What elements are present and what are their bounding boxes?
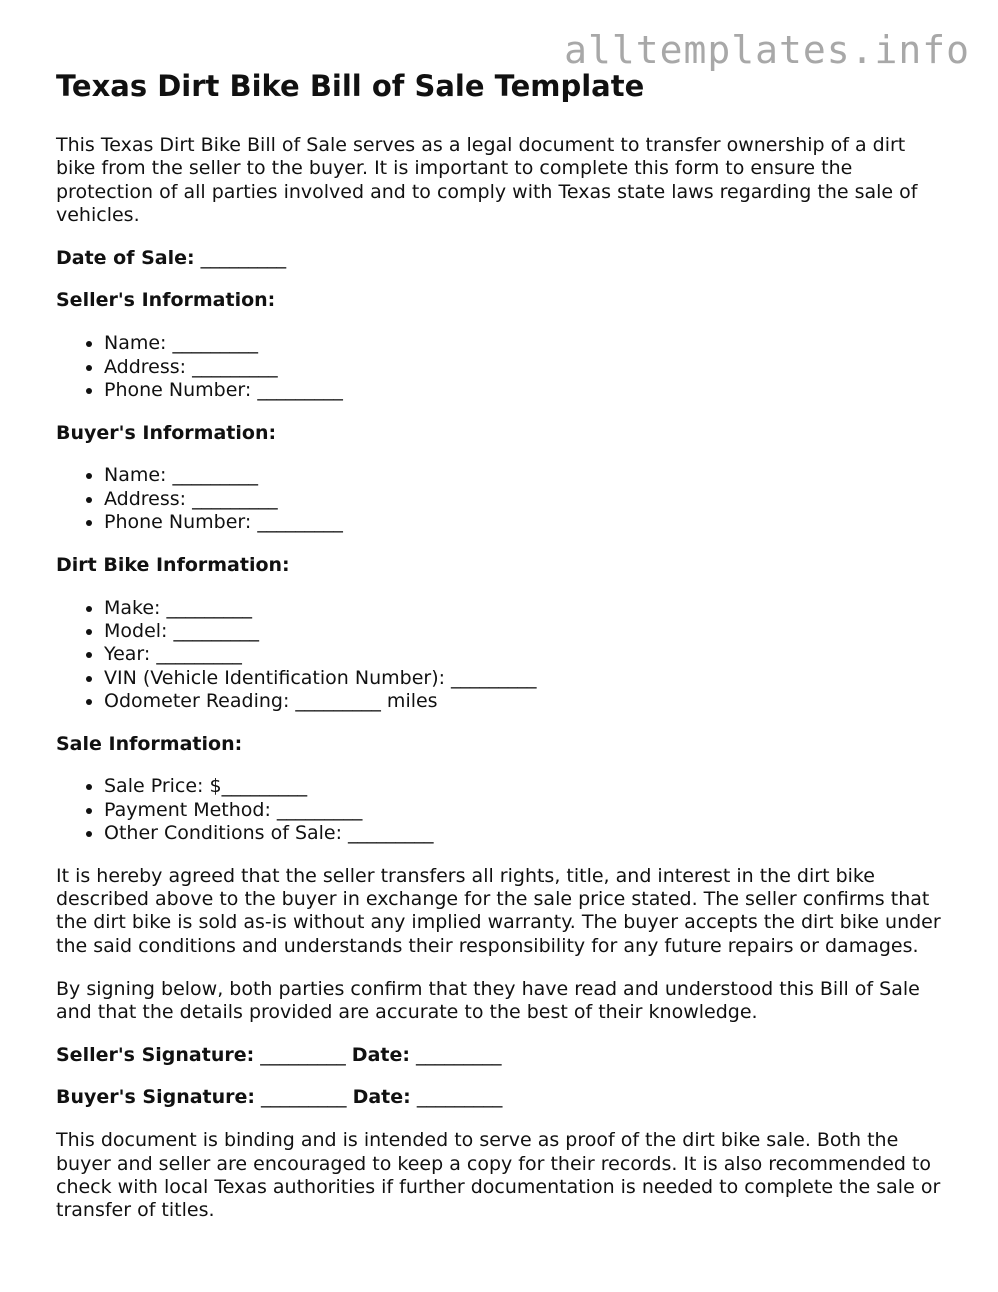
bike-year-item: • Year: _________ — [104, 643, 946, 666]
bike-odometer-item: • Odometer Reading: _________ miles — [104, 690, 946, 713]
document-title: Texas Dirt Bike Bill of Sale Template — [56, 69, 645, 103]
bike-vin-item: • VIN (Vehicle Identification Number): _________ — [104, 667, 946, 690]
closing-paragraph: This document is binding and is intended to serve as proof of the dirt bike sale. Both the buyer and seller are encouraged to keep a copy for their records. It is also recommended to check with local Texas authorities if further documentation is needed to complete the sale or transfer of titles. — [56, 1129, 941, 1222]
date-of-sale-label: Date of Sale: — [56, 246, 195, 269]
watermark: alltemplates.info — [564, 28, 970, 72]
payment-method-item: • Payment Method: _________ — [104, 799, 946, 822]
sale-info-heading: Sale Information: — [56, 732, 243, 755]
seller-signature-blank: _________ — [260, 1043, 346, 1066]
bike-make-item: • Make: _________ — [104, 597, 946, 620]
buyer-phone-item: • Phone Number: _________ — [104, 511, 946, 534]
buyer-name-item: • Name: _________ — [104, 464, 946, 487]
seller-signature-line — [56, 1044, 946, 1067]
seller-date-label: Date: — [351, 1043, 410, 1066]
agreement-paragraph: It is hereby agreed that the seller transfers all rights, title, and interest in the dirt bike described above to the buyer in exchange for the sale price stated. The seller confirms that the dirt bike is sold as-is without any implied warranty. The buyer accepts the dirt bike under the said conditions and understands their responsibility for any future repairs or damages. — [56, 864, 941, 957]
date-of-sale-blank: _________ — [200, 246, 287, 269]
seller-info-heading: Seller's Information: — [56, 289, 276, 312]
bike-info-heading: Dirt Bike Information: — [56, 553, 290, 576]
buyer-info-heading: Buyer's Information: — [56, 421, 277, 444]
buyer-signature-label: Buyer's Signature: — [56, 1086, 255, 1109]
other-conditions-item: • Other Conditions of Sale: _________ — [104, 822, 946, 845]
bike-model-item: • Model: _________ — [104, 620, 946, 643]
date-of-sale-line — [56, 247, 946, 270]
buyer-signature-line — [56, 1086, 946, 1109]
intro-paragraph: This Texas Dirt Bike Bill of Sale serves as a legal document to transfer ownership of a dirt bike from the seller to the buyer. It is important to complete this form to ensure the protection of all parties involved and to comply with Texas state laws regarding the sale of vehicles. — [56, 134, 918, 226]
seller-phone-item: • Phone Number: _________ — [104, 379, 946, 402]
buyer-signature-blank: _________ — [261, 1086, 347, 1109]
seller-info-list — [56, 332, 946, 402]
confirmation-paragraph: By signing below, both parties confirm that they have read and understood this Bill of Sale and that the details provided are accurate to the best of their knowledge. — [56, 977, 920, 1023]
sale-info-list — [56, 775, 946, 845]
document-body — [56, 68, 946, 1242]
buyer-info-list — [56, 464, 946, 534]
buyer-date-blank: _________ — [416, 1086, 503, 1109]
seller-date-blank: _________ — [416, 1043, 502, 1066]
buyer-address-item: • Address: _________ — [104, 488, 946, 511]
seller-signature-label: Seller's Signature: — [56, 1043, 255, 1066]
buyer-date-label: Date: — [352, 1086, 411, 1109]
seller-name-item: • Name: _________ — [104, 332, 946, 355]
bike-info-list — [56, 597, 946, 713]
sale-price-item: • Sale Price: $_________ — [104, 775, 946, 798]
seller-address-item: • Address: _________ — [104, 356, 946, 379]
